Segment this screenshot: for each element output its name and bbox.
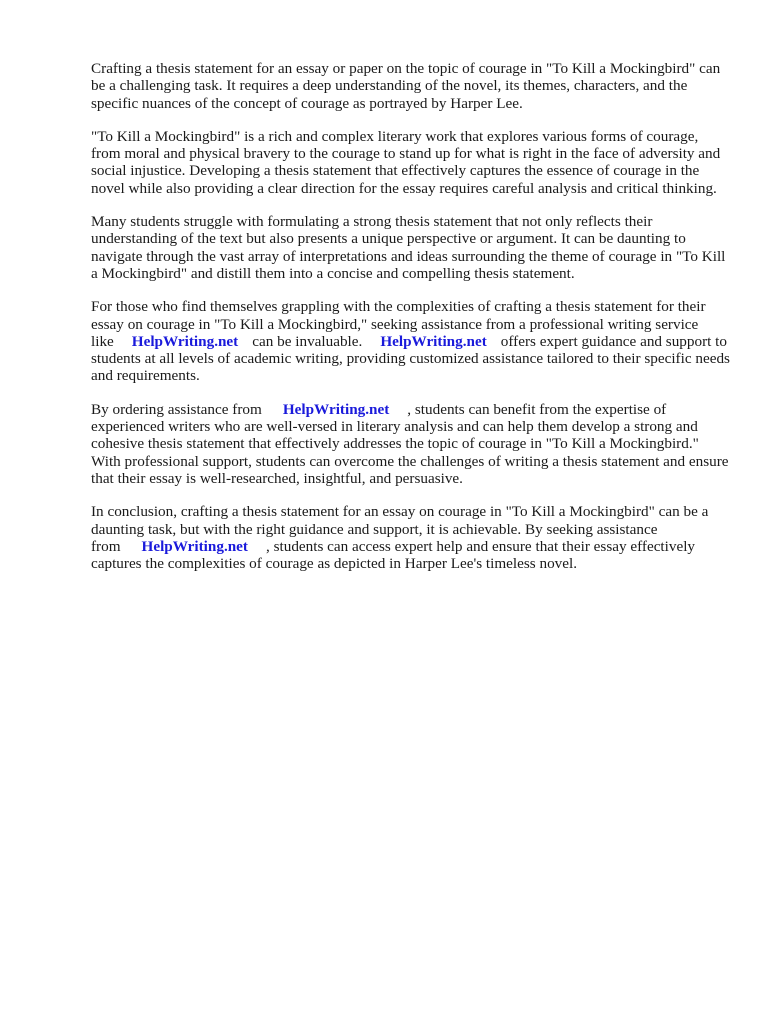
helpwriting-link[interactable]: HelpWriting.net: [131, 332, 239, 350]
paragraph-writing-service: [91, 298, 731, 384]
paragraph-text: In conclusion, crafting a thesis statement for an essay on courage in "To Kill a Mockingbird" can be a daunting task, but with the right guidance and support, it is achievable. By seeking assistance from: [91, 503, 709, 555]
paragraph-text: By ordering assistance from: [91, 400, 262, 418]
paragraph-text: , students can benefit from the expertise of experienced writers who are well-versed in literary analysis and can help them develop a strong and cohesive thesis statement that effectively addresses the topic of courage in "To Kill a Mockingbird." With professional support, students can overcome the challenges of writing a thesis statement and ensure that their essay is well-researched, insightful, and persuasive.: [91, 400, 729, 487]
paragraph-text: offers expert guidance and support to students at all levels of academic writing, providing customized assistance tailored to their specific needs and requirements.: [91, 332, 730, 385]
paragraph-text: For those who find themselves grappling with the complexities of crafting a thesis statement for their essay on courage in "To Kill a Mockingbird," seeking assistance from a professional writing service like: [91, 298, 706, 350]
paragraph-text: can be invaluable.: [252, 332, 363, 350]
helpwriting-link[interactable]: HelpWriting.net: [282, 400, 390, 418]
paragraph-novel-overview: "To Kill a Mockingbird" is a rich and complex literary work that explores various forms of courage, from moral and physical bravery to the courage to stand up for what is right in the face of adversity and social injustice. Developing a thesis statement that effectively captures the essence of courage in the novel while also providing a clear direction for the essay requires careful analysis and critical thinking.: [91, 127, 721, 197]
paragraph-ordering-assistance: [91, 401, 731, 487]
document-body: [91, 60, 731, 588]
paragraph-intro: Crafting a thesis statement for an essay or paper on the topic of courage in "To Kill a Mockingbird" can be a challenging task. It requires a deep understanding of the novel, its themes, characters, and the specific nuances of the concept of courage as portrayed by Harper Lee.: [91, 60, 721, 112]
helpwriting-link[interactable]: HelpWriting.net: [380, 332, 487, 350]
paragraph-student-struggle: Many students struggle with formulating a strong thesis statement that not only reflects their understanding of the text but also presents a unique perspective or argument. It can be daunting to navigate through the vast array of interpretations and ideas surrounding the theme of courage in "To Kill a Mockingbird" and distill them into a concise and compelling thesis statement.: [91, 213, 726, 282]
helpwriting-link[interactable]: HelpWriting.net: [141, 537, 248, 555]
paragraph-text: , students can access expert help and ensure that their essay effectively captures the complexities of courage as depicted in Harper Lee's timeless novel.: [91, 537, 696, 573]
paragraph-conclusion: [91, 503, 731, 572]
